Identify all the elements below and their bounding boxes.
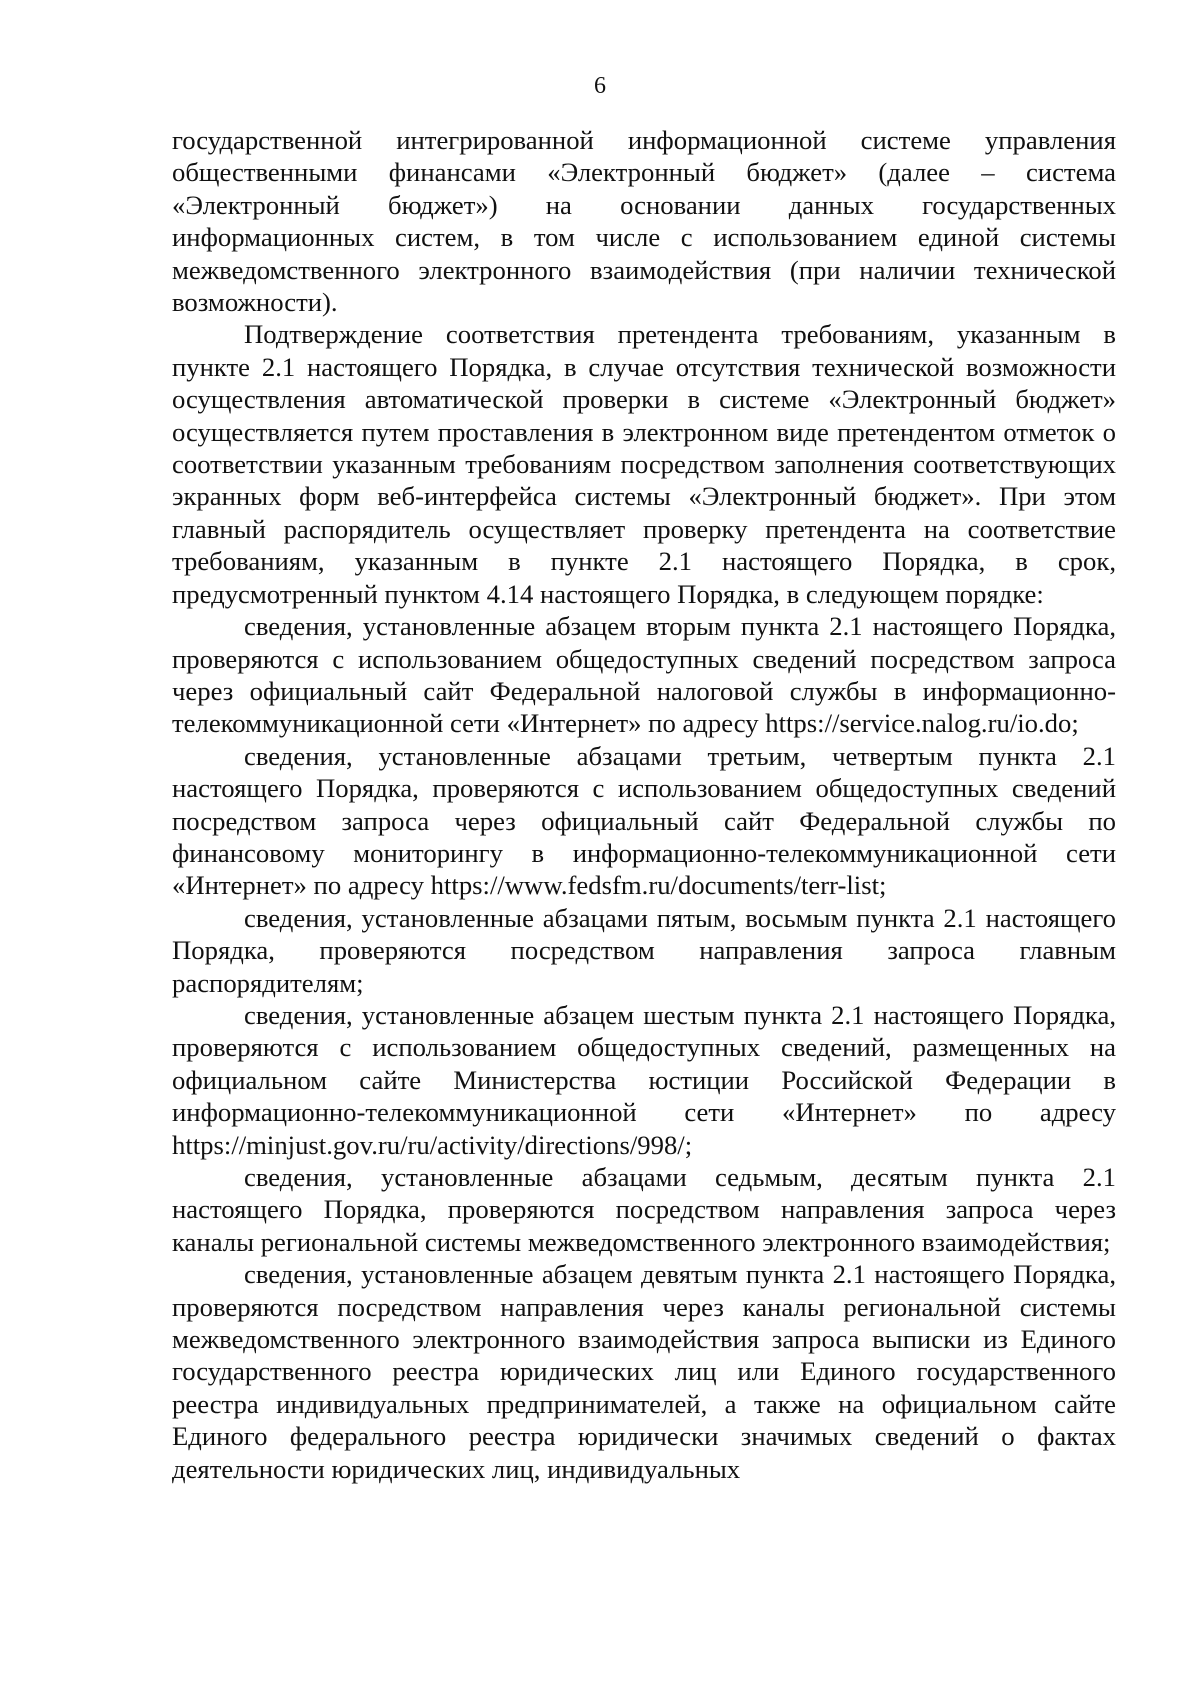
document-body	[172, 124, 1116, 1485]
paragraph-item-nalog: сведения, установленные абзацем вторым пункта 2.1 настоящего Порядка, проверяются с использованием общедоступных сведений посредством запроса через официальный сайт Федеральной налоговой службы в информационно-телекоммуникационной сети «Интернет» по адресу https://service.nalog.ru/io.do;	[172, 611, 1116, 739]
paragraph-item-request: сведения, установленные абзацами пятым, восьмым пункта 2.1 настоящего Порядка, проверяются посредством направления запроса главным распорядителям;	[172, 902, 1116, 998]
paragraph-item-fedsfm: сведения, установленные абзацами третьим, четвертым пункта 2.1 настоящего Порядка, проверяются с использованием общедоступных сведений посредством запроса через официальный сайт Федеральной службы по финансовому мониторингу в информационно-телекоммуникационной сети «Интернет» по адресу https://www.fedsfm.ru/documents/terr-list;	[172, 740, 1116, 901]
paragraph-item-minjust: сведения, установленные абзацем шестым пункта 2.1 настоящего Порядка, проверяются с использованием общедоступных сведений, размещенных на официальном сайте Министерства юстиции Российской Федерации в информационно-телекоммуникационной сети «Интернет» по адресу https://minjust.gov.ru/ru/activity/directions/998/;	[172, 999, 1116, 1160]
paragraph-confirmation: Подтверждение соответствия претендента требованиям, указанным в пункте 2.1 настоящего Порядка, в случае отсутствия технической возможности осуществления автоматической проверки в системе «Электронный бюджет» осуществляется путем проставления в электронном виде претендентом отметок о соответствии указанным требованиям посредством заполнения соответствующих экранных форм веб-интерфейса системы «Электронный бюджет». При этом главный распорядитель осуществляет проверку претендента на соответствие требованиям, указанным в пункте 2.1 настоящего Порядка, в срок, предусмотренный пунктом 4.14 настоящего Порядка, в следующем порядке:	[172, 319, 1116, 609]
paragraph-item-regional: сведения, установленные абзацами седьмым, десятым пункта 2.1 настоящего Порядка, проверяются посредством направления запроса через каналы региональной системы межведомственного электронного взаимодействия;	[172, 1162, 1116, 1257]
page-number: 6	[594, 73, 606, 99]
paragraph-continuation: государственной интегрированной информационной системе управления общественными финансами «Электронный бюджет» (далее – система «Электронный бюджет») на основании данных государственных информационных систем, в том числе с использованием единой системы межведомственного электронного взаимодействия (при наличии технической возможности).	[172, 125, 1116, 318]
paragraph-item-registry: сведения, установленные абзацем девятым пункта 2.1 настоящего Порядка, проверяются посредством направления через каналы региональной системы межведомственного электронного взаимодействия запроса выписки из Единого государственного реестра юридических лиц или Единого государственного реестра индивидуальных предпринимателей, а также на официальном сайте Единого федерального реестра юридически значимых сведений о фактах деятельности юридических лиц, индивидуальных	[172, 1259, 1116, 1484]
